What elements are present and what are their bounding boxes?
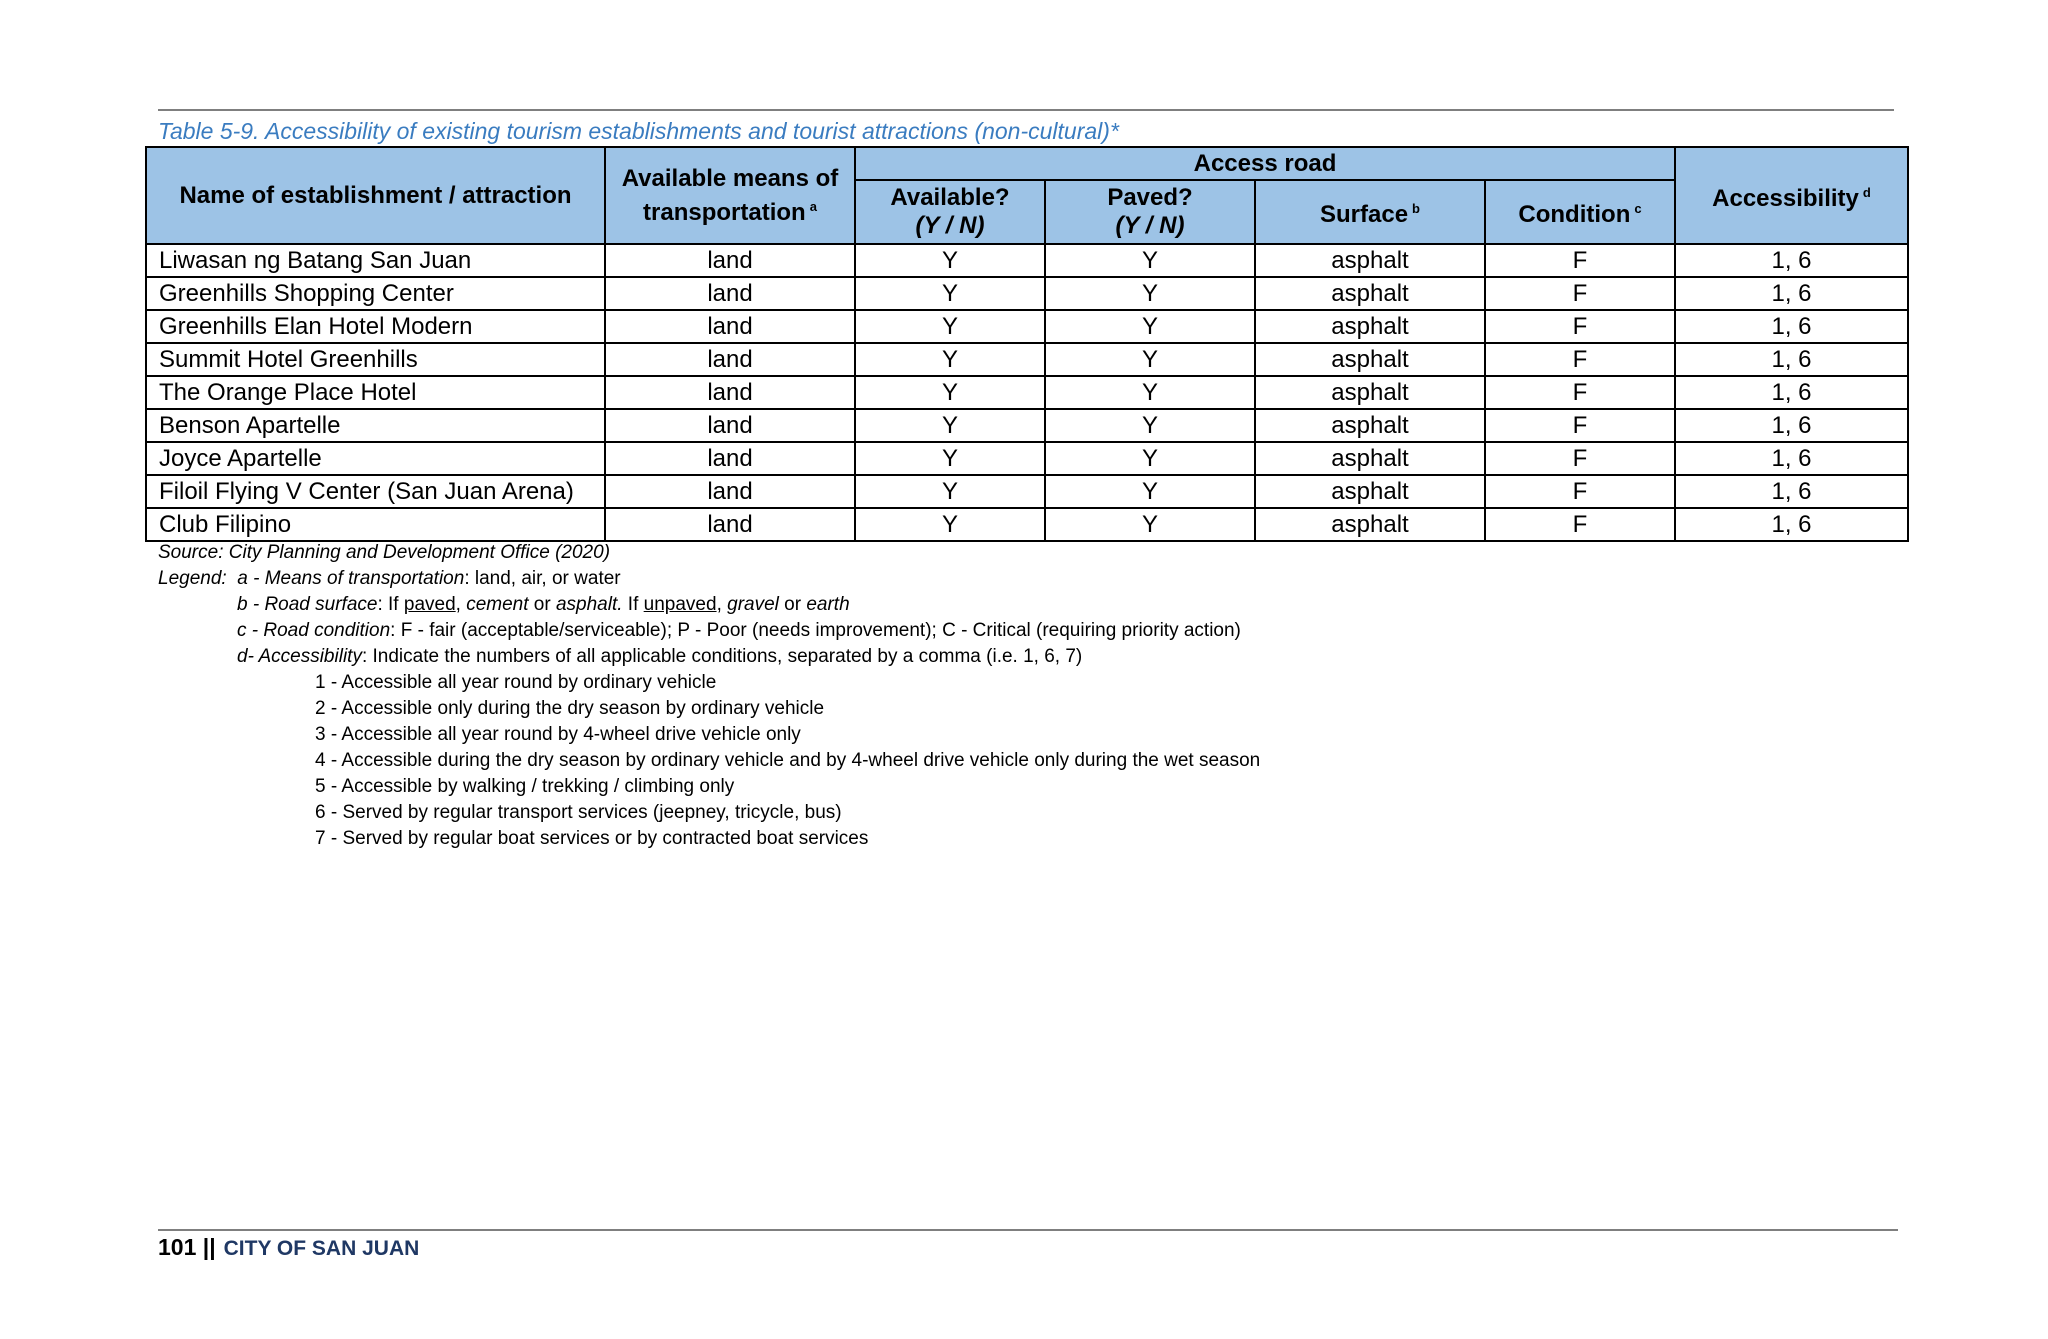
cell-name: Club Filipino [146, 508, 605, 541]
cell-paved: Y [1045, 508, 1255, 541]
cell-surface: asphalt [1255, 376, 1485, 409]
condition-item: 3 - Accessible all year round by 4-wheel drive vehicle only [315, 724, 801, 745]
cell-accessibility: 1, 6 [1675, 442, 1908, 475]
cell-transport: land [605, 376, 855, 409]
cell-available: Y [855, 442, 1045, 475]
cell-condition: F [1485, 310, 1675, 343]
cell-name: Benson Apartelle [146, 409, 605, 442]
cell-condition: F [1485, 277, 1675, 310]
legend-b: b - Road surface: If paved, cement or asphalt. If unpaved, gravel or earth [237, 594, 850, 615]
cell-surface: asphalt [1255, 310, 1485, 343]
cell-surface: asphalt [1255, 442, 1485, 475]
condition-list [158, 670, 1260, 852]
accessibility-table [145, 146, 1909, 542]
source-note: Source: City Planning and Development Office (2020) [158, 542, 611, 563]
cell-available: Y [855, 508, 1045, 541]
cell-accessibility: 1, 6 [1675, 310, 1908, 343]
cell-paved: Y [1045, 277, 1255, 310]
cell-condition: F [1485, 475, 1675, 508]
cell-transport: land [605, 244, 855, 277]
cell-name: Greenhills Shopping Center [146, 277, 605, 310]
cell-accessibility: 1, 6 [1675, 409, 1908, 442]
table-body [146, 244, 1908, 541]
table-row [146, 244, 1908, 277]
header-condition: Condition $^c$ [1485, 180, 1675, 244]
condition-item: 4 - Accessible during the dry season by ordinary vehicle and by 4-wheel drive vehicle only during the wet season [315, 750, 1261, 771]
cell-surface: asphalt [1255, 343, 1485, 376]
table-row [146, 442, 1908, 475]
cell-surface: asphalt [1255, 244, 1485, 277]
cell-condition: F [1485, 343, 1675, 376]
cell-paved: Y [1045, 244, 1255, 277]
cell-paved: Y [1045, 475, 1255, 508]
legend-a: Legend: a - Means of transportation: land, air, or water [158, 568, 621, 589]
cell-transport: land [605, 343, 855, 376]
cell-accessibility: 1, 6 [1675, 244, 1908, 277]
cell-name: Greenhills Elan Hotel Modern [146, 310, 605, 343]
header-access-road: Access road [855, 147, 1675, 180]
cell-surface: asphalt [1255, 409, 1485, 442]
legend-d: d- Accessibility: Indicate the numbers of all applicable conditions, separated by a comma (i.e. 1, 6, 7) [237, 646, 1083, 667]
cell-name: Filoil Flying V Center (San Juan Arena) [146, 475, 605, 508]
table-row [146, 343, 1908, 376]
cell-paved: Y [1045, 310, 1255, 343]
cell-transport: land [605, 475, 855, 508]
cell-name: The Orange Place Hotel [146, 376, 605, 409]
cell-accessibility: 1, 6 [1675, 343, 1908, 376]
cell-surface: asphalt [1255, 475, 1485, 508]
cell-paved: Y [1045, 442, 1255, 475]
cell-accessibility: 1, 6 [1675, 277, 1908, 310]
cell-available: Y [855, 475, 1045, 508]
header-surface: Surface $^b$ [1255, 180, 1485, 244]
table-row [146, 475, 1908, 508]
cell-transport: land [605, 277, 855, 310]
table-row [146, 310, 1908, 343]
cell-available: Y [855, 244, 1045, 277]
condition-item: 1 - Accessible all year round by ordinary vehicle [315, 672, 717, 693]
cell-available: Y [855, 310, 1045, 343]
city-name: CITY OF SAN JUAN [223, 1237, 420, 1260]
top-divider [158, 109, 1894, 111]
cell-available: Y [855, 376, 1045, 409]
cell-condition: F [1485, 244, 1675, 277]
cell-available: Y [855, 409, 1045, 442]
cell-paved: Y [1045, 376, 1255, 409]
condition-item: 2 - Accessible only during the dry season by ordinary vehicle [315, 698, 825, 719]
cell-transport: land [605, 310, 855, 343]
cell-name: Liwasan ng Batang San Juan [146, 244, 605, 277]
cell-transport: land [605, 442, 855, 475]
page-number: 101 || [158, 1234, 216, 1260]
cell-condition: F [1485, 508, 1675, 541]
cell-condition: F [1485, 442, 1675, 475]
header-paved: Paved? (Y / N) [1045, 180, 1255, 244]
header-available: Available? (Y / N) [855, 180, 1045, 244]
table-row [146, 508, 1908, 541]
condition-item: 5 - Accessible by walking / trekking / climbing only [315, 776, 735, 797]
table-caption: Table 5-9. Accessibility of existing tourism establishments and tourist attractions (non-cultural)* [158, 118, 1119, 144]
cell-paved: Y [1045, 409, 1255, 442]
cell-paved: Y [1045, 343, 1255, 376]
cell-accessibility: 1, 6 [1675, 508, 1908, 541]
table-row [146, 277, 1908, 310]
condition-item: 7 - Served by regular boat services or by contracted boat services [315, 828, 869, 849]
cell-surface: asphalt [1255, 508, 1485, 541]
cell-name: Summit Hotel Greenhills [146, 343, 605, 376]
bottom-divider [158, 1229, 1898, 1231]
table-row [146, 409, 1908, 442]
cell-available: Y [855, 343, 1045, 376]
cell-accessibility: 1, 6 [1675, 475, 1908, 508]
legend-c: c - Road condition: F - fair (acceptable/serviceable); P - Poor (needs improvement); C - Critical (requiring priority action) [237, 620, 1241, 641]
cell-available: Y [855, 277, 1045, 310]
header-accessibility: Accessibility $^d$ [1675, 147, 1908, 244]
cell-condition: F [1485, 376, 1675, 409]
cell-name: Joyce Apartelle [146, 442, 605, 475]
page-footer [158, 1234, 419, 1261]
cell-transport: land [605, 409, 855, 442]
table-row [146, 376, 1908, 409]
cell-accessibility: 1, 6 [1675, 376, 1908, 409]
cell-condition: F [1485, 409, 1675, 442]
cell-transport: land [605, 508, 855, 541]
cell-surface: asphalt [1255, 277, 1485, 310]
header-name: Name of establishment / attraction [146, 147, 605, 244]
header-transport: Available means of transportation $^a$ [605, 147, 855, 244]
table-notes [158, 540, 1260, 852]
condition-item: 6 - Served by regular transport services (jeepney, tricycle, bus) [315, 802, 842, 823]
